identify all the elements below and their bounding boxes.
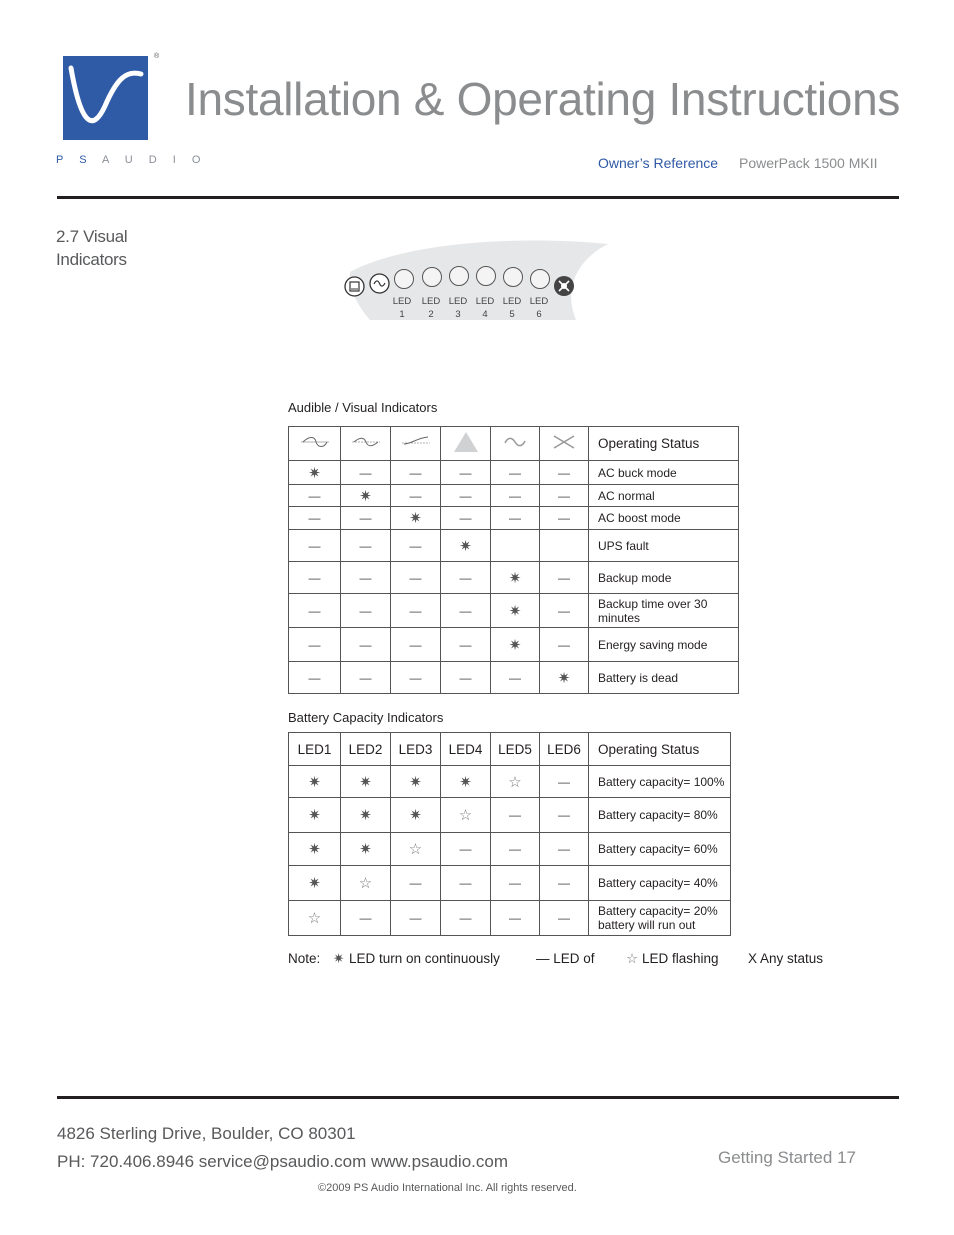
burst-symbol-cell: [391, 766, 441, 798]
brand-wordmark: [56, 154, 207, 166]
dash-symbol-cell: [441, 866, 491, 901]
dash-symbol-cell: [491, 866, 540, 901]
wave-logo-icon: [63, 56, 148, 140]
dash-icon: —: [308, 538, 321, 553]
dash-symbol-cell: [341, 901, 391, 936]
dash-symbol-cell: [341, 507, 391, 530]
dash-symbol-cell: [491, 485, 540, 507]
led-4-indicator: [476, 266, 496, 286]
dash-symbol-cell: [441, 594, 491, 628]
dash-icon: —: [459, 570, 472, 585]
led-6-indicator: [530, 269, 550, 289]
audible-table-row: [289, 461, 739, 485]
burst-icon: ✷: [333, 951, 345, 966]
battery-header-cell: LED6: [540, 733, 589, 766]
dash-symbol-cell: [540, 766, 589, 798]
battery-table-row: [289, 766, 731, 798]
dash-icon: —: [459, 465, 472, 480]
dash-symbol-cell: [341, 662, 391, 694]
star-symbol-cell: [391, 833, 441, 866]
operating-status-cell: AC buck mode: [589, 461, 739, 485]
dash-icon: —: [558, 842, 570, 856]
empty-cell: [540, 530, 589, 562]
dash-symbol-cell: [441, 662, 491, 694]
dash-icon: —: [509, 876, 521, 890]
dash-icon: —: [308, 570, 321, 585]
page-title: Installation & Operating Instructions: [185, 73, 901, 125]
buck-wave-icon: [289, 427, 341, 461]
battery-table-caption: Battery Capacity Indicators: [288, 710, 444, 725]
burst-symbol-cell: [441, 530, 491, 562]
dash-symbol-cell: [391, 901, 441, 936]
dash-icon: —: [359, 511, 372, 525]
dash-icon: —: [558, 876, 570, 890]
dash-symbol-cell: [491, 833, 540, 866]
dash-icon: —: [459, 670, 472, 685]
burst-icon: ✷: [359, 841, 372, 858]
led-2-label: LED 2: [421, 296, 441, 320]
star-icon: ☆: [358, 875, 373, 892]
dash-symbol-cell: [391, 530, 441, 562]
battery-header-cell: LED2: [341, 733, 391, 766]
dash-symbol-cell: [289, 662, 341, 694]
battery-header-row: [289, 733, 731, 766]
dash-symbol-cell: [289, 594, 341, 628]
dash-icon: —: [409, 670, 422, 685]
battery-header-cell: LED1: [289, 733, 341, 766]
burst-symbol-cell: [289, 798, 341, 833]
dash-icon: —: [409, 911, 422, 925]
burst-icon: ✷: [459, 773, 472, 791]
operating-status-cell: Battery capacity= 20% battery will run out: [589, 901, 731, 936]
dash-icon: —: [459, 842, 472, 856]
fault-icon: [553, 275, 575, 297]
dash-symbol-cell: [540, 485, 589, 507]
burst-icon: ✷: [409, 807, 422, 824]
audible-table-row: [289, 594, 739, 628]
dash-icon: —: [558, 570, 570, 585]
dash-icon: —: [359, 603, 372, 618]
dash-icon: —: [409, 488, 422, 503]
star-symbol-cell: [441, 798, 491, 833]
dash-symbol-cell: [289, 628, 341, 662]
dash-icon: —: [509, 808, 521, 822]
dash-icon: —: [509, 511, 521, 525]
led-5-indicator: [503, 267, 523, 287]
audible-table-row: [289, 628, 739, 662]
dash-icon: —: [359, 637, 372, 652]
dash-symbol-cell: [491, 901, 540, 936]
dash-icon: —: [308, 488, 321, 503]
header-divider: [57, 196, 899, 199]
dash-icon: —: [308, 603, 321, 618]
audible-visual-table: [288, 426, 739, 694]
burst-symbol-cell: [289, 461, 341, 485]
dash-symbol-cell: [540, 628, 589, 662]
burst-symbol-cell: [391, 507, 441, 530]
address-line-2: PH: 720.406.8946 service@psaudio.com www.psaudio.com: [57, 1152, 508, 1171]
dash-symbol-cell: [540, 798, 589, 833]
dash-symbol-cell: [289, 507, 341, 530]
dash-symbol-cell: [341, 461, 391, 485]
dash-icon: —: [459, 637, 472, 652]
battery-header-cell: LED3: [391, 733, 441, 766]
operating-status-cell: Battery capacity= 100%: [589, 766, 731, 798]
ac-wave-icon: [369, 273, 390, 294]
operating-status-cell: UPS fault: [589, 530, 739, 562]
burst-symbol-cell: [491, 562, 540, 594]
dash-symbol-cell: [341, 562, 391, 594]
operating-status-cell: Battery capacity= 80%: [589, 798, 731, 833]
dash-icon: —: [558, 774, 570, 789]
burst-symbol-cell: [540, 662, 589, 694]
dash-icon: —: [558, 465, 570, 480]
operating-status-header: Operating Status: [589, 427, 739, 461]
battery-table-row: [289, 866, 731, 901]
empty-cell: [491, 530, 540, 562]
star-icon: ☆: [626, 951, 639, 966]
burst-symbol-cell: [341, 833, 391, 866]
dash-icon: —: [409, 570, 422, 585]
dash-icon: —: [509, 911, 521, 925]
battery-table-row: [289, 833, 731, 866]
owners-reference-label: Owner’s Reference: [598, 155, 719, 171]
burst-icon: ✷: [459, 537, 472, 555]
burst-icon: ✷: [409, 773, 422, 791]
dash-icon: —: [558, 911, 570, 925]
dash-symbol-cell: [391, 866, 441, 901]
dash-icon: —: [359, 538, 372, 553]
star-icon: ☆: [458, 807, 473, 824]
dash-symbol-cell: [540, 594, 589, 628]
note-any-text: X Any status: [748, 951, 824, 966]
burst-symbol-cell: [289, 833, 341, 866]
fault-x-icon: [540, 427, 589, 461]
note-flash-text: LED flashing: [642, 951, 719, 966]
dash-symbol-cell: [441, 833, 491, 866]
front-panel-illustration: [330, 238, 620, 328]
audible-table-row: [289, 507, 739, 530]
battery-header-cell: LED5: [491, 733, 540, 766]
led-3-indicator: [449, 266, 469, 286]
led-4-label: LED 4: [475, 296, 495, 320]
battery-capacity-table: [288, 732, 731, 936]
audible-table-row: [289, 530, 739, 562]
dash-symbol-cell: [540, 461, 589, 485]
dash-icon: —: [509, 488, 521, 503]
battery-header-cell: Operating Status: [589, 733, 731, 766]
operating-status-cell: Battery is dead: [589, 662, 739, 694]
dash-icon: —: [308, 637, 321, 652]
dash-icon: —: [409, 637, 422, 652]
dash-symbol-cell: [540, 833, 589, 866]
burst-icon: ✷: [359, 487, 372, 505]
boost-wave-icon: [391, 427, 441, 461]
dash-symbol-cell: [441, 628, 491, 662]
dash-icon: —: [509, 842, 521, 856]
burst-icon: ✷: [409, 510, 422, 527]
dash-icon: —: [558, 637, 570, 652]
operating-status-cell: Battery capacity= 40%: [589, 866, 731, 901]
burst-symbol-cell: [491, 594, 540, 628]
note-label: Note:: [288, 951, 321, 966]
burst-symbol-cell: [441, 766, 491, 798]
led-1-indicator: [394, 269, 414, 289]
dash-symbol-cell: [391, 461, 441, 485]
dash-icon: —: [558, 488, 570, 503]
dash-icon: —: [359, 911, 372, 925]
burst-icon: ✷: [508, 636, 522, 654]
dash-icon: —: [359, 570, 372, 585]
audible-table-row: [289, 662, 739, 694]
star-symbol-cell: [289, 901, 341, 936]
dash-icon: —: [459, 911, 472, 925]
operating-status-cell: Energy saving mode: [589, 628, 739, 662]
dash-symbol-cell: [441, 901, 491, 936]
burst-icon: ✷: [308, 464, 321, 482]
ps-audio-logo: [63, 56, 148, 140]
star-symbol-cell: [491, 766, 540, 798]
page-label: Getting Started 17: [718, 1148, 856, 1167]
sine-wave-icon: [491, 427, 540, 461]
dash-symbol-cell: [441, 485, 491, 507]
burst-icon: ✷: [508, 602, 522, 620]
burst-icon: ✷: [359, 773, 372, 791]
dash-symbol-cell: [491, 798, 540, 833]
dash-symbol-cell: [289, 530, 341, 562]
dash-icon: —: [409, 538, 422, 553]
footer-divider: [57, 1096, 899, 1099]
dash-symbol-cell: [540, 866, 589, 901]
led-1-label: LED 1: [392, 296, 412, 320]
led-5-label: LED 5: [502, 296, 522, 320]
warning-triangle-icon: [441, 427, 491, 461]
burst-symbol-cell: [341, 766, 391, 798]
dash-symbol-cell: [391, 628, 441, 662]
star-icon: ☆: [307, 910, 322, 927]
note-off-text: — LED of: [536, 951, 595, 966]
dash-symbol-cell: [441, 507, 491, 530]
burst-icon: ✷: [557, 669, 571, 687]
dash-icon: —: [359, 670, 372, 685]
dash-symbol-cell: [540, 562, 589, 594]
audible-table-row: [289, 485, 739, 507]
brand-text-audio: A U D I O: [93, 154, 207, 166]
star-icon: ☆: [408, 841, 423, 858]
led-3-label: LED 3: [448, 296, 468, 320]
led-2-indicator: [422, 267, 442, 287]
dash-icon: —: [459, 488, 472, 503]
dash-symbol-cell: [441, 461, 491, 485]
dash-icon: —: [459, 511, 472, 525]
brand-text-ps: P S: [56, 154, 94, 166]
battery-table-row: [289, 798, 731, 833]
audible-table-caption: Audible / Visual Indicators: [288, 400, 438, 415]
dash-symbol-cell: [491, 461, 540, 485]
burst-symbol-cell: [341, 485, 391, 507]
dash-symbol-cell: [391, 662, 441, 694]
operating-status-cell: AC boost mode: [589, 507, 739, 530]
burst-symbol-cell: [289, 866, 341, 901]
note-on-text: LED turn on continuously: [349, 951, 500, 966]
dash-symbol-cell: [289, 562, 341, 594]
burst-icon: ✷: [308, 875, 321, 892]
burst-icon: ✷: [359, 807, 372, 824]
burst-icon: ✷: [308, 841, 321, 858]
dash-symbol-cell: [540, 901, 589, 936]
copyright: ©2009 PS Audio International Inc. All rights reserved.: [318, 1182, 577, 1194]
burst-symbol-cell: [341, 798, 391, 833]
model-name: PowerPack 1500 MKII: [739, 155, 878, 171]
battery-table-row: [289, 901, 731, 936]
dash-symbol-cell: [341, 530, 391, 562]
operating-status-cell: Backup mode: [589, 562, 739, 594]
address-line-1: 4826 Sterling Drive, Boulder, CO 80301: [57, 1124, 356, 1143]
dash-symbol-cell: [391, 485, 441, 507]
dash-symbol-cell: [289, 485, 341, 507]
dash-symbol-cell: [391, 562, 441, 594]
dash-symbol-cell: [491, 507, 540, 530]
dash-icon: —: [558, 603, 570, 618]
dash-icon: —: [409, 876, 422, 890]
burst-symbol-cell: [391, 798, 441, 833]
normal-wave-icon: [341, 427, 391, 461]
dash-symbol-cell: [391, 594, 441, 628]
audible-header-row: [289, 427, 739, 461]
dash-icon: —: [308, 670, 321, 685]
battery-icon: [344, 276, 365, 297]
star-symbol-cell: [341, 866, 391, 901]
dash-icon: —: [359, 465, 372, 480]
star-icon: ☆: [508, 773, 522, 791]
burst-icon: ✷: [308, 807, 321, 824]
dash-symbol-cell: [491, 662, 540, 694]
dash-icon: —: [459, 876, 472, 890]
operating-status-cell: Battery capacity= 60%: [589, 833, 731, 866]
audible-table-row: [289, 562, 739, 594]
dash-icon: —: [409, 603, 422, 618]
dash-icon: —: [409, 465, 422, 480]
registered-mark: ®: [154, 53, 160, 60]
dash-symbol-cell: [341, 594, 391, 628]
operating-status-cell: Backup time over 30 minutes: [589, 594, 739, 628]
led-6-label: LED 6: [529, 296, 549, 320]
burst-icon: ✷: [308, 773, 321, 791]
dash-icon: —: [509, 465, 521, 480]
legend-note: [288, 951, 848, 971]
dash-icon: —: [308, 511, 321, 525]
dash-icon: —: [459, 603, 472, 618]
dash-symbol-cell: [441, 562, 491, 594]
dash-icon: —: [509, 670, 521, 685]
dash-icon: —: [558, 511, 570, 525]
burst-symbol-cell: [289, 766, 341, 798]
section-title: 2.7 Visual Indicators: [56, 227, 128, 269]
battery-header-cell: LED4: [441, 733, 491, 766]
dash-symbol-cell: [341, 628, 391, 662]
burst-symbol-cell: [491, 628, 540, 662]
dash-icon: —: [558, 808, 570, 822]
dash-symbol-cell: [540, 507, 589, 530]
burst-icon: ✷: [508, 569, 522, 587]
operating-status-cell: AC normal: [589, 485, 739, 507]
